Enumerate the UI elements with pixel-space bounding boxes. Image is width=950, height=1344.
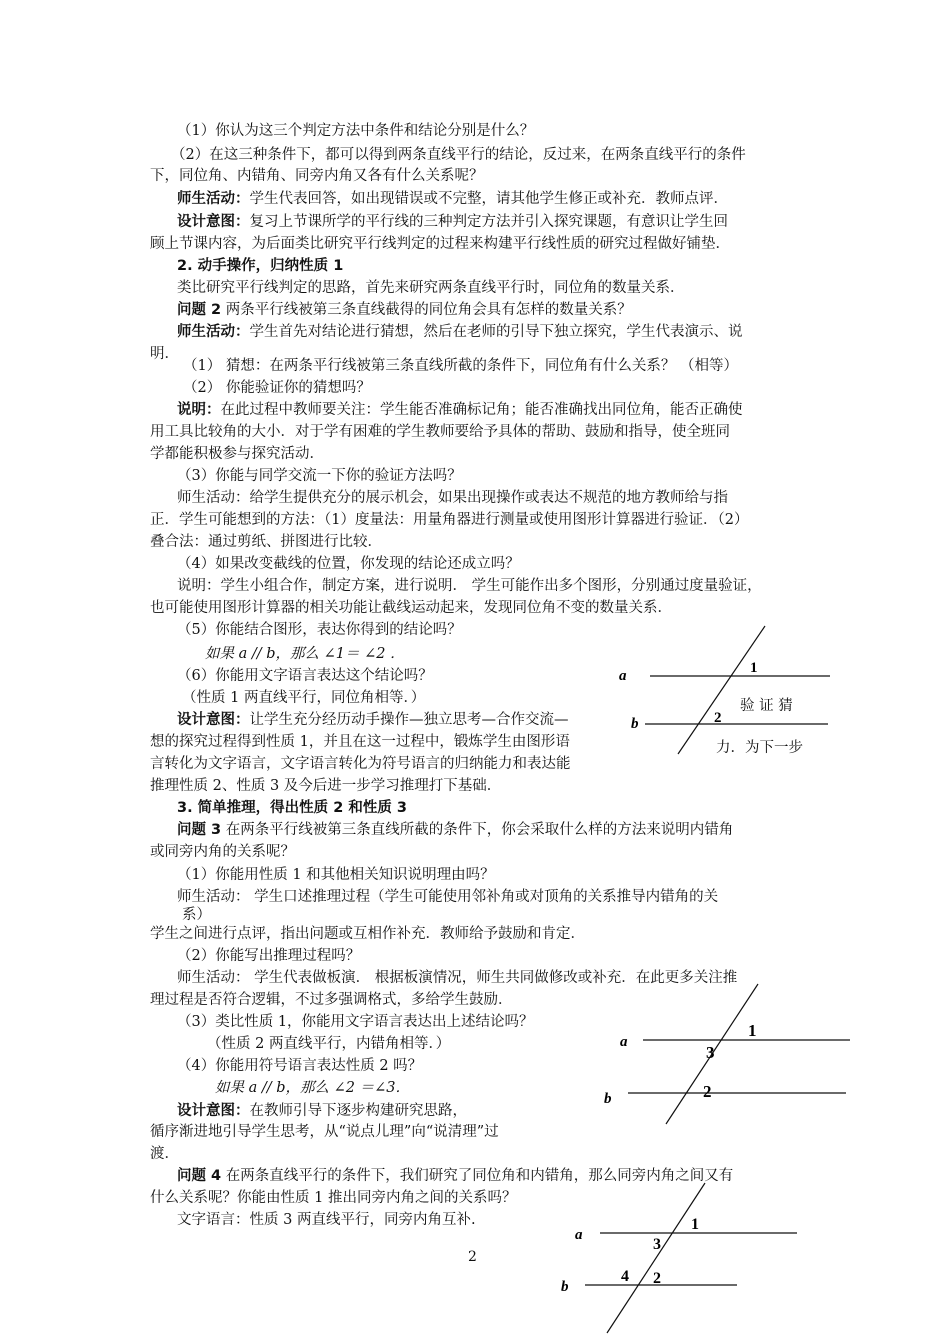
text-line (177, 1101, 467, 1121)
side-text: 验 证 猜 (740, 698, 793, 714)
parallel-lines-figure-3 (555, 1175, 815, 1335)
angle-label-3: 3 (706, 1043, 715, 1062)
line-text: 两条平行线被第三条直线截得的同位角会具有怎样的数量关系？ (221, 302, 632, 318)
text-line: （4）如果改变截线的位置，你发现的结论还成立吗？ (177, 556, 520, 572)
text-line: 师生活动：给学生提供充分的展示机会，如果出现操作或表达不规范的地方教师给与指 (177, 490, 728, 506)
text-line: （3）你能与同学交流一下你的验证方法吗？ (177, 468, 462, 484)
text-line: （3）类比性质 1，你能用文字语言表达出上述结论吗？ (177, 1014, 534, 1030)
label-b: b (631, 716, 639, 732)
text-line: 循序渐进地引导学生思考，从“说点儿理”向“说清理”过 (150, 1124, 499, 1140)
label-b: b (561, 1279, 569, 1295)
text-line: 系） (182, 907, 211, 923)
text-line: 说明：学生小组合作，制定方案，进行说明． 学生可能作出多个图形，分别通过度量验证， (177, 578, 762, 594)
angle-label-2: 2 (703, 1082, 712, 1101)
text-line: （1）你能用性质 1 和其他相关知识说明理由吗？ (177, 867, 495, 883)
text-line: （性质 1 两直线平行，同位角相等．） (182, 690, 426, 706)
formula-line: 如果 a // b，那么 ∠1＝ ∠2 ． (205, 646, 405, 662)
bold-label: 师生活动： (177, 191, 250, 207)
label-a: a (575, 1227, 583, 1243)
label-b: b (604, 1091, 612, 1107)
text-line: （6）你能用文字语言表达这个结论吗？ (177, 668, 433, 684)
side-text: 力．为下一步 (716, 740, 803, 756)
text-line: （4）你能用符号语言表达性质 2 吗？ (177, 1058, 423, 1074)
angle-label-1: 1 (748, 1021, 757, 1040)
transversal (678, 626, 765, 754)
text-line (177, 300, 632, 320)
parallel-lines-figure-1 (615, 618, 845, 758)
section-heading (177, 256, 343, 276)
text-line: 或同旁内角的关系呢？ (150, 844, 295, 860)
line-text: 复习上节课所学的平行线的三种判定方法并引入探究课题，有意识让学生回 (249, 214, 728, 230)
line-text: 在此过程中教师要关注：学生能否准确标记角；能否准确找出同位角，能否正确使 (220, 402, 743, 418)
bold-label: 问题 2 (177, 302, 222, 318)
line-text: 在两条直线平行的条件下，我们研究了同位角和内错角，那么同旁内角之间又有 (221, 1168, 734, 1184)
text-line: 推理性质 2、性质 3 及今后进一步学习推理打下基础． (150, 778, 502, 794)
section-heading (177, 798, 407, 818)
text-line: 叠合法：通过剪纸、拼图进行比较． (150, 534, 382, 550)
page-number: 2 (468, 1249, 477, 1265)
angle-label-2: 2 (653, 1270, 661, 1287)
line-text: 学生代表回答，如出现错误或不完整，请其他学生修正或补充．教师点评． (249, 191, 728, 207)
text-line (177, 189, 728, 209)
angle-label-1: 1 (750, 660, 758, 676)
text-line: （1）你认为这三个判定方法中条件和结论分别是什么？ (177, 123, 535, 139)
text-line: （1） 猜想：在两条平行线被第三条直线所截的条件下，同位角有什么关系？ （相等） (183, 358, 738, 374)
transversal (607, 1183, 705, 1333)
bold-label: 设计意图： (177, 712, 250, 728)
text-line: 顾上节课内容，为后面类比研究平行线判定的过程来构建平行线性质的研究过程做好铺垫． (150, 236, 730, 252)
angle-label-4: 4 (621, 1268, 629, 1285)
line-text: 让学生充分经历动手操作—独立思考—合作交流— (249, 712, 569, 728)
line-text: 在两条平行线被第三条直线所截的条件下，你会采取什么样的方法来说明内错角 (221, 822, 734, 838)
formula-line: 如果 a // b，那么 ∠2 ＝∠3． (215, 1080, 410, 1096)
text-line (177, 400, 743, 420)
angle-label-2: 2 (714, 710, 722, 726)
text-line (177, 820, 733, 840)
text-line: 文字语言：性质 3 两直线平行，同旁内角互补. (177, 1212, 476, 1228)
text-line: 下，同位角、内错角、同旁内角又各有什么关系呢？ (150, 168, 484, 184)
text-line: 想的探究过程得到性质 1，并且在这一过程中，锻炼学生由图形语 (150, 734, 570, 750)
text-line: （性质 2 两直线平行，内错角相等．） (207, 1036, 451, 1052)
label-a: a (619, 668, 627, 684)
bold-label: 设计意图： (177, 1103, 250, 1119)
bold-label: 问题 4 (177, 1168, 222, 1184)
text-line: （2）在这三种条件下，都可以得到两条直线平行的结论，反过来，在两条直线平行的条件 (171, 147, 746, 163)
text-line: 师生活动： 学生口述推理过程（学生可能使用邻补角或对顶角的关系推导内错角的关 (177, 889, 719, 905)
bold-label: 设计意图： (177, 214, 250, 230)
text-line: 类比研究平行线判定的思路，首先来研究两条直线平行时，同位角的数量关系． (177, 280, 685, 296)
bold-label: 2. 动手操作，归纳性质 1 (177, 258, 344, 274)
text-line: （2） 你能验证你的猜想吗？ (183, 380, 371, 396)
text-line: 渡． (150, 1146, 179, 1162)
bold-label: 3. 简单推理，得出性质 2 和性质 3 (177, 800, 407, 816)
text-line: 理过程是否符合逻辑，不过多强调格式，多给学生鼓励． (150, 992, 513, 1008)
text-line: 师生活动： 学生代表做板演． 根据板演情况，师生共同做修改或补充．在此更多关注推 (177, 970, 738, 986)
text-line: 言转化为文字语言，文字语言转化为符号语言的归纳能力和表达能 (150, 756, 571, 772)
text-line: 学生之间进行点评，指出问题或互相作补充．教师给予鼓励和肯定． (150, 926, 585, 942)
text-line: 什么关系呢？你能由性质 1 推出同旁内角之间的关系吗？ (150, 1190, 517, 1206)
bold-label: 说明： (177, 402, 221, 418)
text-line: 也可能使用图形计算器的相关功能让截线运动起来，发现同位角不变的数量关系． (150, 600, 672, 616)
text-line: 用工具比较角的大小．对于学有困难的学生教师要给予具体的帮助、鼓励和指导，使全班同 (150, 424, 730, 440)
angle-label-3: 3 (653, 1236, 661, 1253)
text-line: （5）你能结合图形，表达你得到的结论吗？ (177, 622, 462, 638)
text-line: 学都能积极参与探究活动． (150, 446, 324, 462)
text-line: 正．学生可能想到的方法：（1）度量法：用量角器进行测量或使用图形计算器进行验证．（2） (150, 512, 749, 528)
label-a: a (620, 1034, 628, 1050)
text-line: 明． (150, 346, 179, 362)
line-text: 在教师引导下逐步构建研究思路， (249, 1103, 467, 1119)
text-line (177, 710, 569, 730)
bold-label: 师生活动： (177, 324, 250, 340)
bold-label: 问题 3 (177, 822, 222, 838)
line-text: 学生首先对结论进行猜想，然后在老师的引导下独立探究，学生代表演示、说 (249, 324, 743, 340)
text-line (177, 212, 728, 232)
text-line (177, 322, 743, 342)
parallel-lines-figure-2 (598, 976, 858, 1126)
text-line: （2）你能写出推理过程吗？ (177, 948, 361, 964)
angle-label-1: 1 (691, 1216, 699, 1233)
